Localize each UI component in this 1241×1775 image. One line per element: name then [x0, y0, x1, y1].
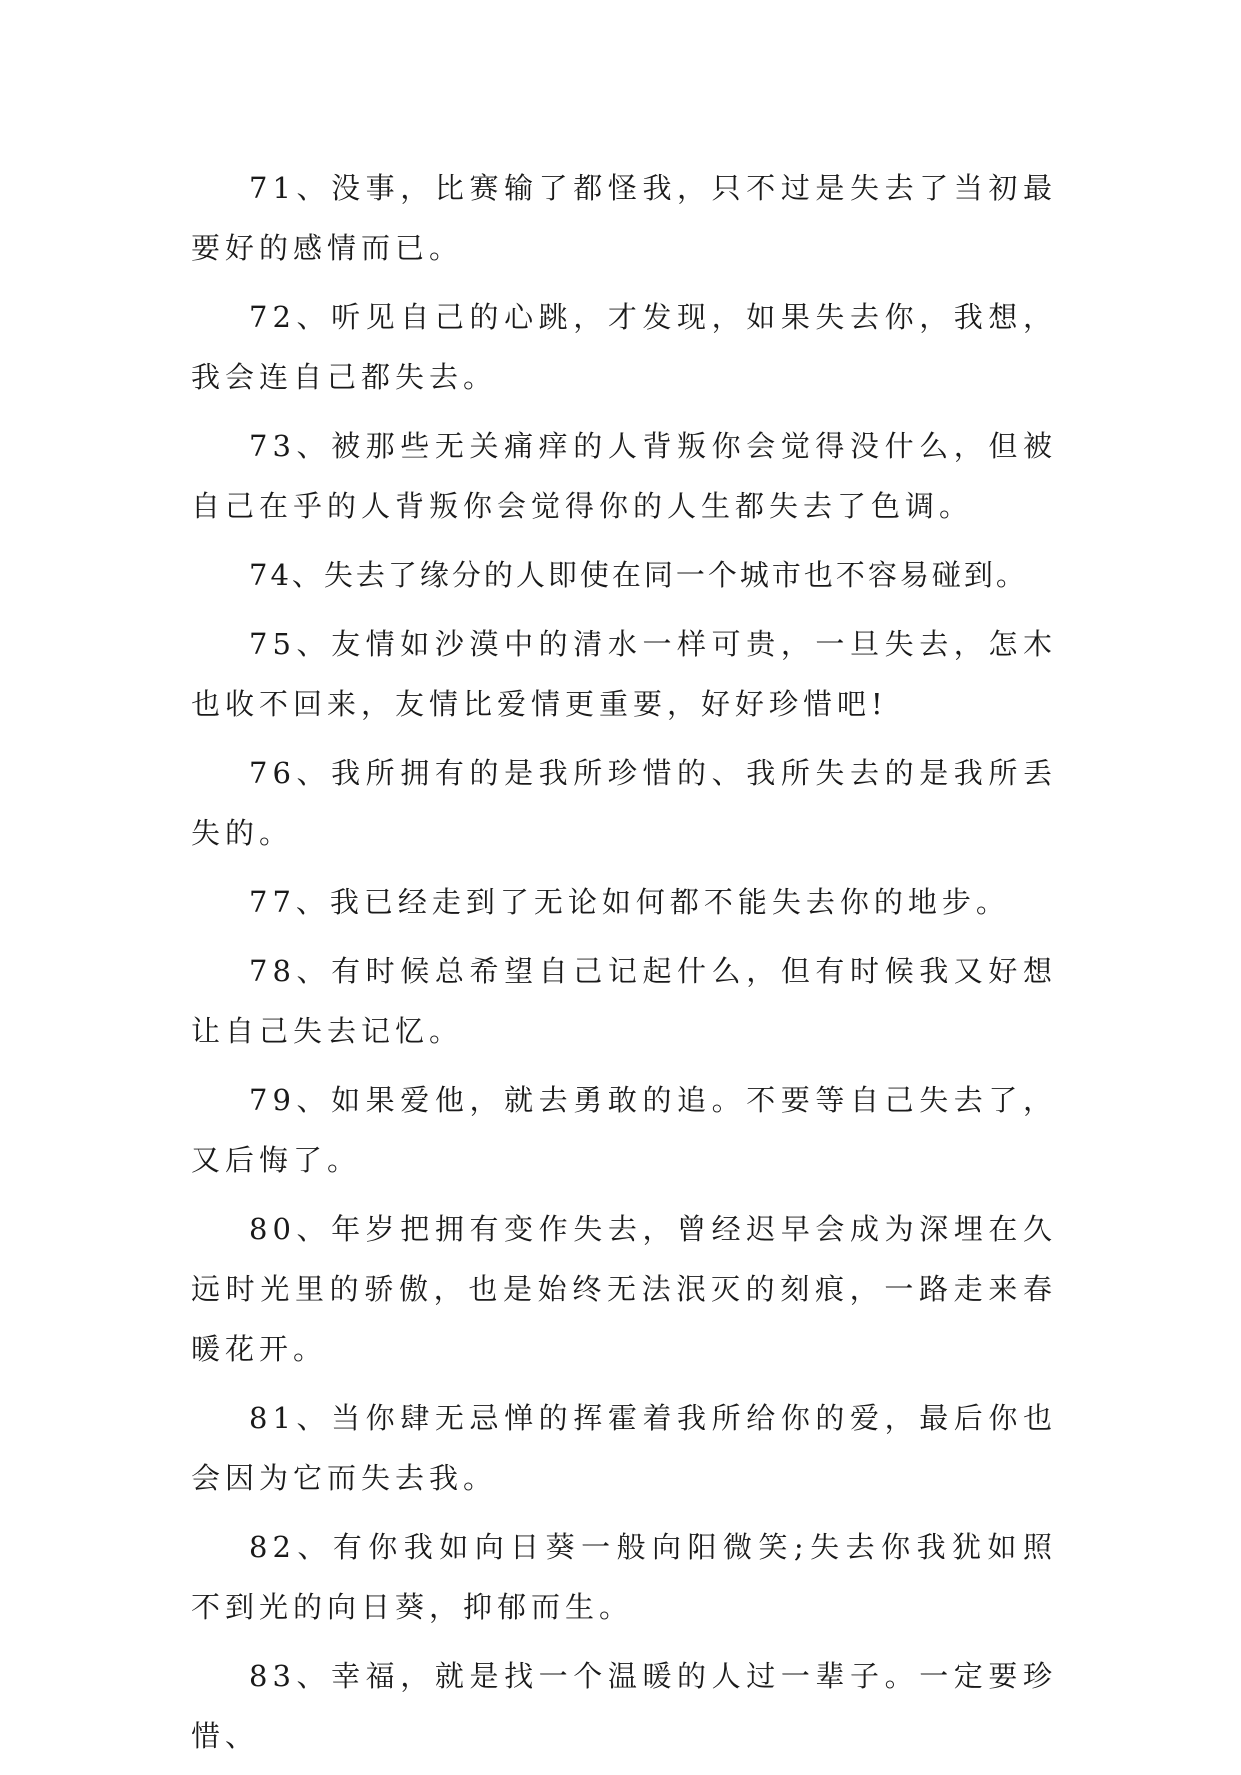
- paragraph-83: 83、幸福，就是找一个温暖的人过一辈子。一定要珍惜、: [191, 1659, 1057, 1753]
- paragraph-81: 81、当你肆无忌惮的挥霍着我所给你的爱，最后你也会因为它而失去我。: [191, 1401, 1057, 1495]
- paragraph-75: 75、友情如沙漠中的清水一样可贵，一旦失去，怎木也收不回来，友情比爱情更重要，好好珍惜吧!: [191, 627, 1057, 721]
- paragraph-76: 76、我所拥有的是我所珍惜的、我所失去的是我所丢失的。: [191, 756, 1057, 850]
- paragraph-78: 78、有时候总希望自己记起什么，但有时候我又好想让自己失去记忆。: [191, 954, 1057, 1048]
- document-body: [191, 158, 1057, 1775]
- paragraph-72: 72、听见自己的心跳，才发现，如果失去你，我想，我会连自己都失去。: [191, 300, 1057, 394]
- paragraph-74: 74、失去了缘分的人即使在同一个城市也不容易碰到。: [249, 558, 1028, 592]
- paragraph-71: 71、没事，比赛输了都怪我，只不过是失去了当初最要好的感情而已。: [191, 171, 1057, 265]
- paragraph-77: 77、我已经走到了无论如何都不能失去你的地步。: [249, 885, 1010, 919]
- paragraph-82: 82、有你我如向日葵一般向阳微笑;失去你我犹如照不到光的向日葵，抑郁而生。: [191, 1530, 1057, 1624]
- paragraph-80: 80、年岁把拥有变作失去，曾经迟早会成为深埋在久远时光里的骄傲，也是始终无法泯灭的刻痕，一路走来春暖花开。: [191, 1212, 1057, 1366]
- paragraph-73: 73、被那些无关痛痒的人背叛你会觉得没什么，但被自己在乎的人背叛你会觉得你的人生都失去了色调。: [191, 429, 1057, 523]
- paragraph-79: 79、如果爱他，就去勇敢的追。不要等自己失去了，又后悔了。: [191, 1083, 1057, 1177]
